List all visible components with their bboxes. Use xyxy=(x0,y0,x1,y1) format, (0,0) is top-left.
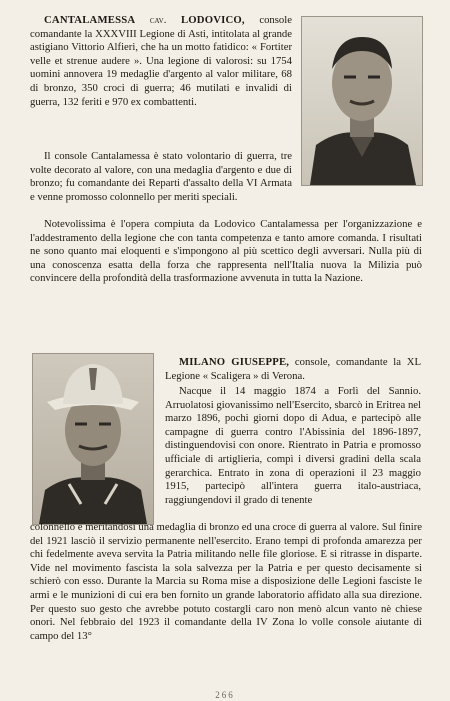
entry2-portrait-photo xyxy=(32,353,154,525)
entry2-body-full: colonnello e meritandosi una medaglia di bronzo ed una croce di guerra al valore. Sul finire del 1921 lasciò il servizio permanente nell'esercito. Erano tempi di profonda amarezza per chi fedelmente aveva servita la Patria militando nelle file gloriose. E si ritrasse in disparte. Vide nel movimento fascista la sola salvezza per la Patria e per questo decisamente si schierò con esso. Durante la Marcia su Roma mise a disposizione delle Legioni fasciste le armi e le munizioni di cui era ben fornito un grande laboratorio affidato alla sua direzione. Per questo suo gesto che avrebbe potuto costargli caro non menò alcun vanto nè chiese onori. Nel febbraio del 1923 il comandante della IV Zona lo volle console aiutante di campo del 13° xyxy=(30,521,422,642)
entry2-intro-text: console, comandante la XL Legione « Scaligera » di Verona. xyxy=(165,356,421,382)
entry1-firstname: LODOVICO, xyxy=(180,14,245,26)
entry2-name: MILANO GIUSEPPE, xyxy=(179,356,290,368)
entry1-para3: Notevolissima è l'opera compiuta da Lodovico Cantalamessa per l'organizzazione e l'addestramento della legione che con tanta competenza e tanto amore comanda. I risultati ne sono quanto mai eloquenti e s'impongono al più scettico degli avversari. Nulla più di una conoscenza esatta della forza che rappresenta nell'Italia nuova la Milizia può convincere della profondità della trasformazione avvenuta in tutta la Nazione. xyxy=(30,218,422,285)
entry2-intro xyxy=(165,356,421,383)
entry1-intro xyxy=(30,14,292,109)
entry2-body-wrapped: Nacque il 14 maggio 1874 a Forlì del Sannio. Arruolatosi giovanissimo nell'Esercito, sbarcò in Eritrea nel marzo 1896, pochi giorni dopo di Adua, e partecipò alle campagne di guerra contro l'Abissinia del 1896-1897, distinguendovisi con onore. Rientrato in Patria e promosso ufficiale di artiglieria, compì i diversi gradini della scala gerarchica. Entrato in zona di operazioni il 23 maggio 1915, partecipò all'intera guerra italo-austriaca, raggiungendovi il grado di tenente xyxy=(165,385,421,506)
page-number: 266 xyxy=(215,690,235,700)
entry1-name: CANTALAMESSA xyxy=(44,14,136,26)
entry1-para2: Il console Cantalamessa è stato volontario di guerra, tre volte decorato al valore, con una medaglia d'argento e due di bronzo; fu comandante dei Reparti d'assalto della VI Armata e venne promosso colonnello per meriti speciali. xyxy=(30,150,292,203)
entry1-title: cav. xyxy=(149,14,167,26)
entry1-portrait-photo xyxy=(301,16,423,186)
entry1-intro-text: console comandante la XXXVIII Legione di Asti, intitolata al grande astigiano Vittorio Alfieri, che ha un motto fatidico: « Fortiter velle et strenue audere ». Una legione di valorosi: su 1754 uomini annovera 19 medaglie d'argento al valor militare, 68 di bronzo, 350 croci di guerra; 46 mutilati e invalidi di guerra, 132 feriti e 970 ex combattenti. xyxy=(30,14,292,108)
